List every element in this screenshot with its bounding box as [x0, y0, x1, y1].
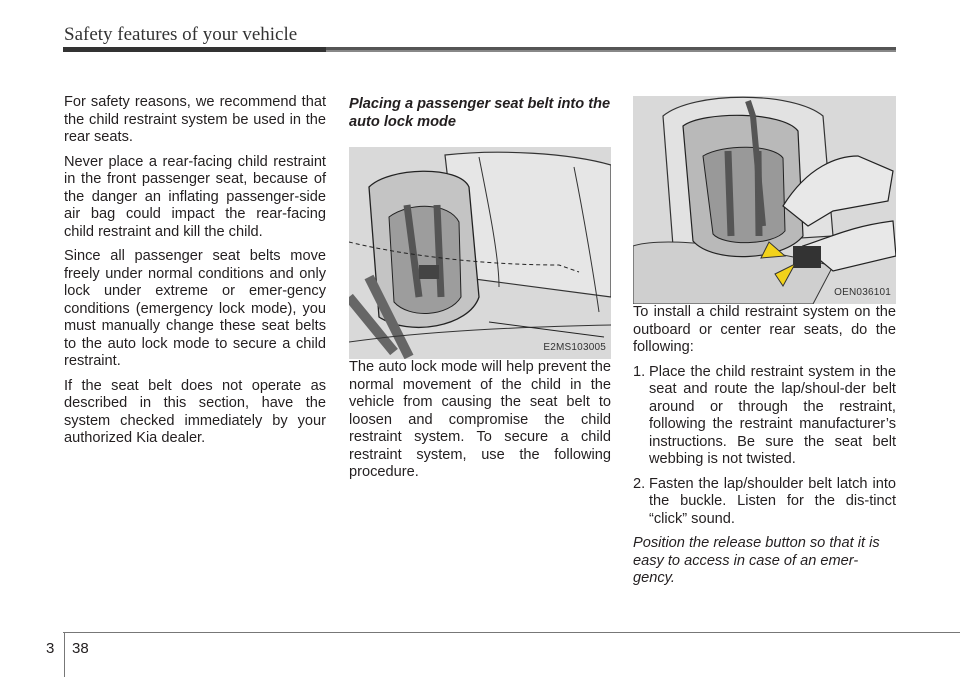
- child-seat-illustration-1: [349, 147, 611, 359]
- column-3: [633, 96, 896, 595]
- paragraph: To install a child restraint system on the outboard or center rear seats, do the following:: [633, 304, 896, 355]
- chapter-number: 3: [46, 640, 55, 657]
- column-2: [349, 96, 611, 489]
- note: Position the release button so that it is easy to access in case of an emer-gency.: [633, 535, 880, 586]
- list-item: 2. Fasten the lap/shoulder belt latch into the buckle. Listen for the dis-tinct “click” sound.: [633, 475, 896, 527]
- steps-list: [633, 364, 896, 529]
- buckle-drawing: [633, 96, 896, 304]
- page-number: 38: [72, 640, 89, 657]
- paragraph: If the seat belt does not operate as described in this section, have the system checked immediately by your authorized Kia dealer.: [64, 377, 326, 446]
- paragraph: The auto lock mode will help prevent the normal movement of the child in the vehicle from causing the seat belt to loosen and compromise the child restraint system. To secure a child restraint system, use the following procedure.: [349, 359, 611, 480]
- paragraph: Since all passenger seat belts move freely under normal conditions and only lock under extreme or emer-gency conditions (emergency lock mode), you must manually change these seat belts to the auto lock mode to secure a child restraint.: [64, 248, 326, 369]
- figure-code: E2MS103005: [543, 341, 606, 353]
- section-heading: Placing a passenger seat belt into the auto lock mode: [349, 96, 611, 130]
- footer: [0, 632, 960, 677]
- paragraph: Never place a rear-facing child restraint in the front passenger seat, because of the danger an inflating passenger-side air bag could impact the rear-facing child restraint and kill the child.: [64, 153, 326, 240]
- list-item: 1. Place the child restraint system in the seat and route the lap/shoul-der belt around or through the restraint, following the restraint manufacturer’s instructions. Be sure the seat belt webbing is not twisted.: [633, 363, 896, 467]
- child-seat-drawing: [349, 147, 611, 359]
- paragraph: For safety reasons, we recommend that the child restraint system be used in the rear seats.: [64, 94, 326, 145]
- figure-code: OEN036101: [834, 286, 891, 298]
- header-title: Safety features of your vehicle: [64, 24, 298, 45]
- header-rule: [63, 47, 896, 52]
- child-seat-illustration-2: [633, 96, 896, 304]
- column-1: [64, 94, 326, 455]
